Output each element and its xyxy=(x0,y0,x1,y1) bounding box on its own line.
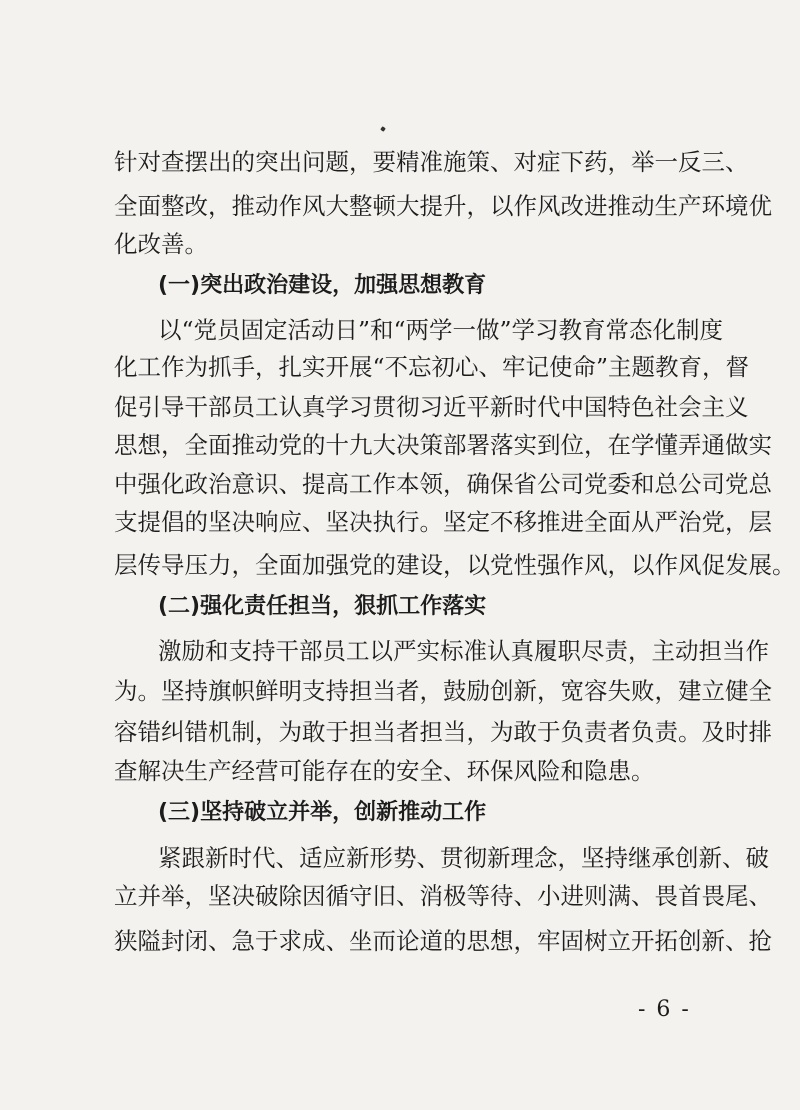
body-line: 针对查摆出的突出问题，要精准施策、对症下药，举一反三、 xyxy=(114,148,749,176)
body-line: 支提倡的坚决响应、坚决执行。坚定不移推进全面从严治党，层 xyxy=(114,508,772,536)
section-heading-1: (一)突出政治建设，加强思想教育 xyxy=(158,273,487,298)
body-line: 立并举，坚决破除因循守旧、消极等待、小进则满、畏首畏尾、 xyxy=(114,882,772,910)
body-line: 为。坚持旗帜鲜明支持担当者，鼓励创新，宽容失败，建立健全 xyxy=(114,677,772,705)
body-line: 紧跟新时代、适应新形势、贯彻新理念，坚持继承创新、破 xyxy=(158,844,769,872)
body-line: 层传导压力，全面加强党的建设，以党性强作风，以作风促发展。 xyxy=(114,551,796,579)
body-line: 思想，全面推动党的十九大决策部署落实到位，在学懂弄通做实 xyxy=(114,431,772,459)
body-line: 促引导干部员工认真学习贯彻习近平新时代中国特色社会主义 xyxy=(114,393,749,421)
section-heading-3: (三)坚持破立并举，创新推动工作 xyxy=(158,800,487,825)
body-line: 全面整改，推动作风大整顿大提升，以作风改进推动生产环境优 xyxy=(114,192,772,220)
scan-speck xyxy=(380,126,386,132)
body-line: 查解决生产经营可能存在的安全、环保风险和隐患。 xyxy=(114,757,655,785)
body-line: 狭隘封闭、急于求成、坐而论道的思想，牢固树立开拓创新、抢 xyxy=(114,927,772,955)
body-line: 化改善。 xyxy=(114,230,208,258)
body-line: 容错纠错机制，为敢于担当者担当，为敢于负责者负责。及时排 xyxy=(114,718,772,746)
body-line: 以“党员固定活动日”和“两学一做”学习教育常态化制度 xyxy=(158,316,724,344)
section-heading-2: (二)强化责任担当，狠抓工作落实 xyxy=(158,594,487,619)
body-line: 化工作为抓手，扎实开展“不忘初心、牢记使命”主题教育，督 xyxy=(114,353,750,381)
body-line: 中强化政治意识、提高工作本领，确保省公司党委和总公司党总 xyxy=(114,470,772,498)
page-number: - 6 - xyxy=(638,997,691,1022)
body-line: 激励和支持干部员工以严实标准认真履职尽责，主动担当作 xyxy=(158,637,769,665)
